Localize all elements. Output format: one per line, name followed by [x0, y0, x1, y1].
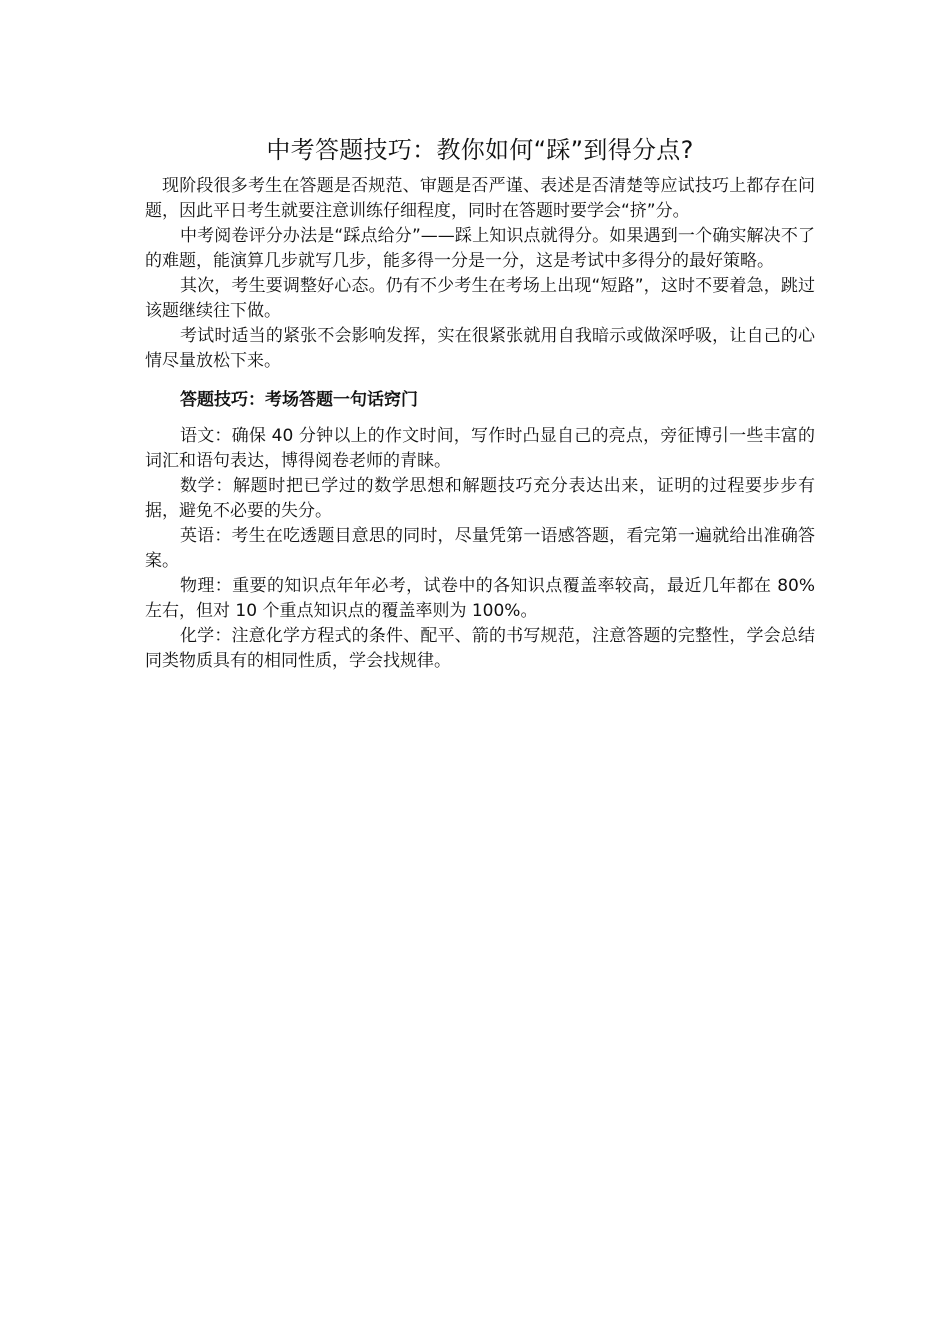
intro-paragraph-1: 现阶段很多考生在答题是否规范、审题是否严谨、表述是否清楚等应试技巧上都存在问题，因此平日考生就要注意训练仔细程度，同时在答题时要学会“挤”分。	[145, 176, 815, 221]
intro-section	[145, 174, 815, 374]
tip-english: 英语：考生在吃透题目意思的同时，尽量凭第一语感答题，看完第一遍就给出准确答案。	[145, 526, 815, 571]
subject-tips-section	[145, 424, 815, 674]
tip-physics: 物理：重要的知识点年年必考，试卷中的各知识点覆盖率较高，最近几年都在 80%左右，但对 10 个重点知识点的覆盖率则为 100%。	[145, 576, 815, 621]
tip-math: 数学：解题时把已学过的数学思想和解题技巧充分表达出来，证明的过程要步步有据，避免不必要的失分。	[145, 476, 815, 521]
page-title: 中考答题技巧：教你如何“踩”到得分点?	[266, 136, 694, 164]
section-heading: 答题技巧：考场答题一句话窍门	[180, 390, 418, 410]
document-page	[145, 130, 815, 674]
tip-chinese: 语文：确保 40 分钟以上的作文时间，写作时凸显自己的亮点，旁征博引一些丰富的词汇和语句表达，博得阅卷老师的青睐。	[145, 426, 815, 471]
intro-paragraph-4: 考试时适当的紧张不会影响发挥，实在很紧张就用自我暗示或做深呼吸，让自己的心情尽量放松下来。	[145, 326, 815, 371]
intro-paragraph-3: 其次，考生要调整好心态。仍有不少考生在考场上出现“短路”，这时不要着急，跳过该题继续往下做。	[145, 276, 815, 321]
tip-chemistry: 化学：注意化学方程式的条件、配平、箭的书写规范，注意答题的完整性，学会总结同类物质具有的相同性质，学会找规律。	[145, 626, 815, 671]
intro-paragraph-2: 中考阅卷评分办法是“踩点给分”——踩上知识点就得分。如果遇到一个确实解决不了的难题，能演算几步就写几步，能多得一分是一分，这是考试中多得分的最好策略。	[145, 226, 815, 271]
